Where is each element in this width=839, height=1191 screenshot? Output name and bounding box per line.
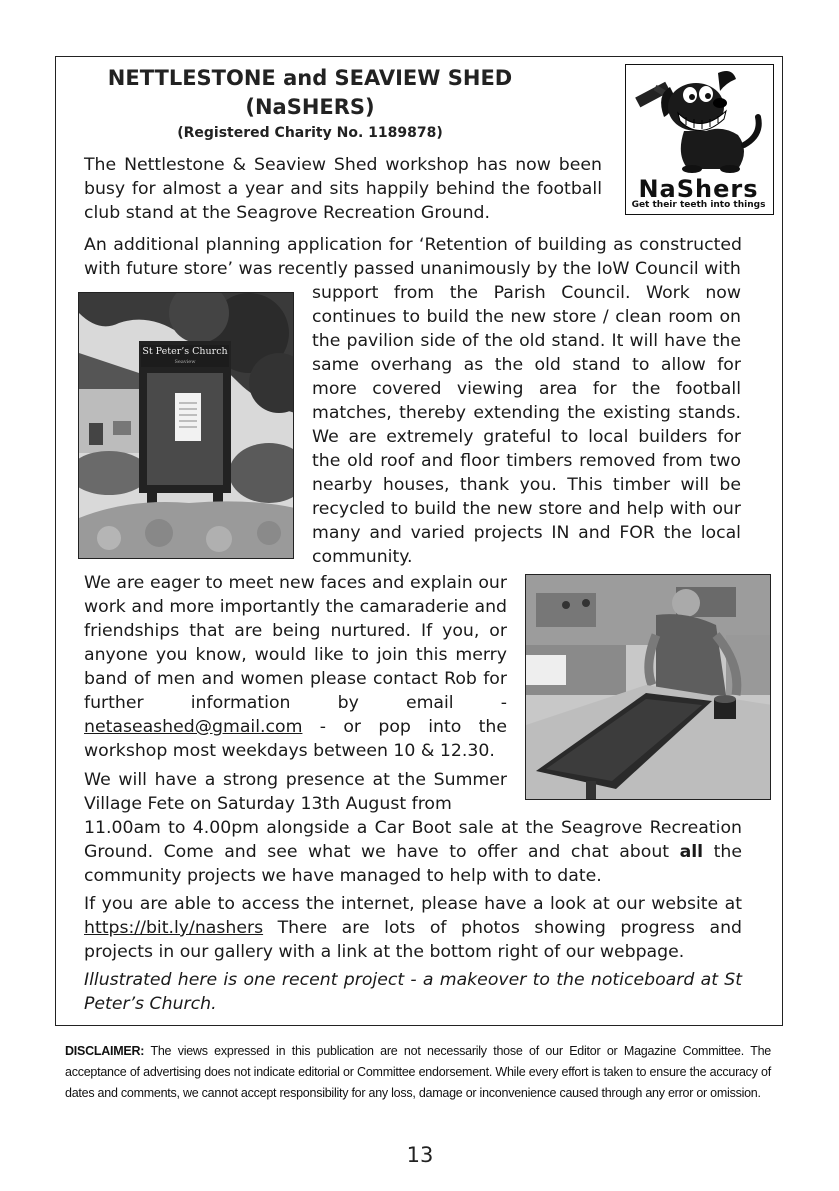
fete-paragraph-bottom	[84, 816, 742, 888]
logo-tagline: Get their teeth into things	[631, 200, 766, 210]
charity-number: (Registered Charity No. 1189878)	[177, 125, 443, 141]
join-text: We are eager to meet new faces and explain our work and more importantly the camaraderie and friendships that are being nurtured. If you, or anyone you know, would like to join this merry band of men and women please contact Rob for further information by email -	[84, 573, 507, 713]
intro-paragraph: The Nettlestone & Seaview Shed workshop has now been busy for almost a year and sits happily behind the football club stand at the Seagrove Recreation Ground.	[84, 155, 602, 223]
fete-text: 11.00am to 4.00pm alongside a Car Boot sale at the Seagrove Recreation Ground. Come and see what we have to offer and chat about	[84, 818, 742, 862]
article-title-abbrev: (NaSHERS)	[245, 95, 375, 119]
church-sign: St Peter’s Church	[141, 345, 229, 367]
caption-paragraph: Illustrated here is one recent project - a makeover to the noticeboard at St Peter’s Church.	[84, 970, 742, 1014]
church-sign-sub: Seaview	[174, 359, 196, 365]
church-noticeboard-photo	[78, 292, 294, 559]
fete-emphasis: all	[679, 842, 704, 862]
workshop-image-icon	[526, 575, 771, 800]
noticeboard-image-icon	[79, 293, 294, 559]
fete-text-end: the community projects we have managed to help with to date.	[84, 842, 742, 886]
join-paragraph	[84, 571, 507, 763]
join-text-end: - or pop into the workshop most weekdays between 10 & 12.30.	[84, 717, 507, 761]
nashers-logo	[625, 64, 774, 215]
disclaimer-label: DISCLAIMER:	[65, 1044, 145, 1058]
workshop-photo	[525, 574, 771, 800]
website-link[interactable]: https://bit.ly/nashers	[84, 918, 264, 938]
disclaimer-text: The views expressed in this publication are not necessarily those of our Editor or Magazine Committee. The acceptance of advertising does not indicate editorial or Committee endorsement. While every effort is taken to ensure the accuracy of dates and comments, we cannot accept responsibility for any loss, damage or inconvenience caused through any error or omission.	[65, 1044, 771, 1100]
fete-paragraph-top: We will have a strong presence at the Summer Village Fete on Saturday 13th August from	[84, 770, 507, 814]
website-text: If you are able to access the internet, please have a look at our website at	[84, 894, 742, 914]
planning-paragraph-top: An additional planning application for ‘Retention of building as constructed with future store’ was recently passed unanimously by the IoW Council with	[84, 235, 742, 279]
email-link[interactable]: netaseashed@gmail.com	[84, 717, 303, 737]
article-title: NETTLESTONE and SEAVIEW SHED	[107, 66, 513, 90]
logo-wordmark: NaShers	[638, 175, 759, 203]
page-number: 13	[406, 1143, 434, 1167]
planning-paragraph-side: support from the Parish Council. Work now continues to build the new store / clean room on the pavilion side of the old stand. It will have the same overhang as the old stand to allow for more covered viewing area for the football matches, thereby extending the existing stands. We are extremely grateful to local builders for the old roof and floor timbers removed from two nearby houses, thank you. This timber will be recycled to build the new store and help with our many and varied projects IN and FOR the local community.	[312, 283, 741, 567]
website-paragraph	[84, 892, 742, 964]
dog-mascot-icon	[626, 65, 772, 175]
disclaimer	[65, 1041, 771, 1104]
website-text-end: There are lots of photos showing progress and projects in our gallery with a link at the bottom right of our webpage.	[84, 918, 742, 962]
